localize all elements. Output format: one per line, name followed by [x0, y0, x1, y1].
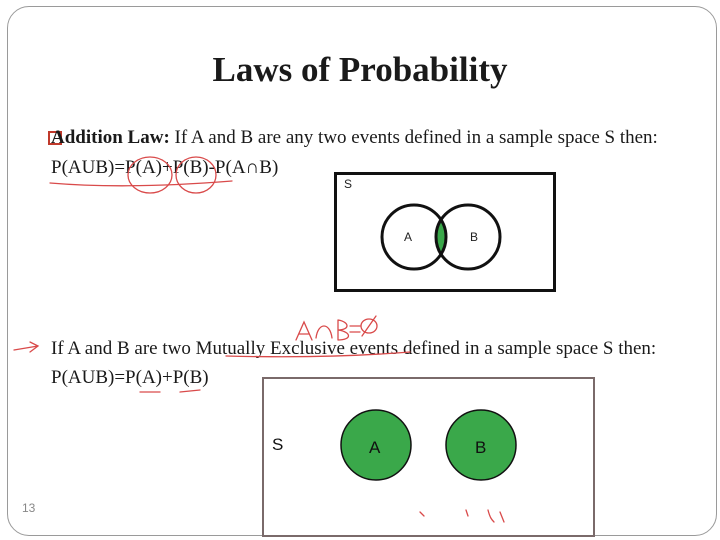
mutually-exclusive-line: If A and B are two Mutually Exclusive events defined in a sample space S then:	[51, 338, 657, 359]
venn-label-a: A	[404, 230, 413, 244]
addition-law-formula: P(AUB)=P(A)+P(B)-P(A∩B)	[51, 157, 279, 178]
sample-space-label-2: S	[272, 435, 284, 454]
sample-space-label-1: S	[344, 177, 353, 191]
addition-law-label: Addition Law:	[51, 127, 170, 148]
page-number: 13	[22, 501, 36, 515]
addition-law-text: If A and B are any two events defined in a sample space S then:	[169, 127, 658, 148]
disjoint-label-b: B	[475, 438, 487, 457]
sample-space-box-2	[262, 377, 595, 537]
mutually-exclusive-formula: P(AUB)=P(A)+P(B)	[51, 367, 209, 388]
slide-title: Laws of Probability	[212, 50, 508, 89]
venn-label-b: B	[470, 230, 479, 244]
disjoint-label-a: A	[369, 438, 381, 457]
